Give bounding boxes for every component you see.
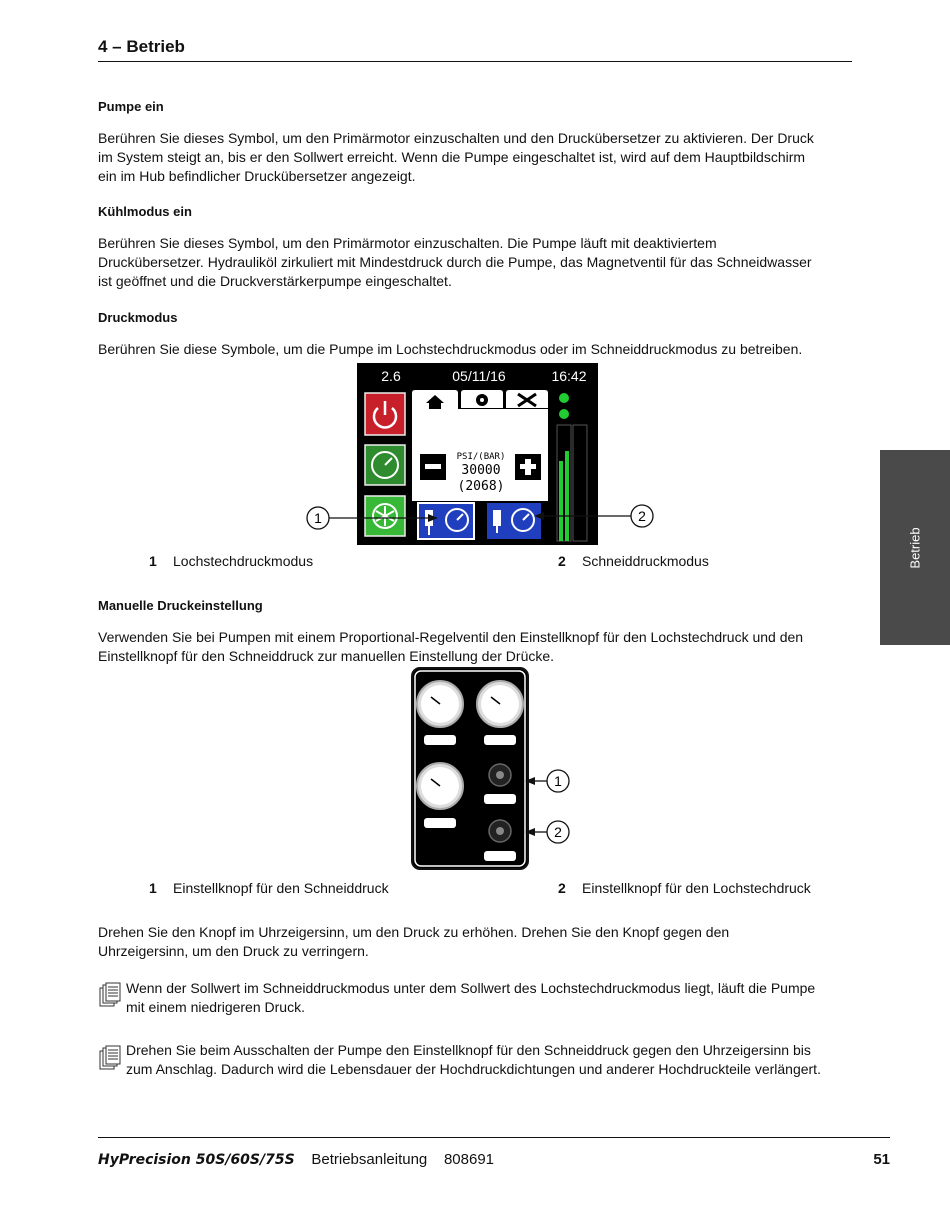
pressure-gauge-1 (417, 681, 463, 727)
paragraph-manuelle (98, 628, 858, 666)
heading-pumpe-ein: Pumpe ein (98, 99, 164, 114)
caption-item (558, 553, 709, 569)
increase-pressure-button[interactable] (515, 454, 541, 480)
paragraph-pumpe-ein (98, 129, 858, 186)
note-1 (126, 979, 861, 1017)
footer-doc-number: 808691 (443, 1151, 495, 1168)
decrease-pressure-button[interactable] (420, 454, 446, 480)
knob-label-plate (484, 794, 516, 804)
text-line: Uhrzeigersinn, um den Druck zu verringern. (98, 943, 369, 959)
caption-text: Lochstechdruckmodus (173, 553, 314, 569)
heading-druckmodus: Druckmodus (98, 310, 178, 325)
heading-kuehlmodus: Kühlmodus ein (98, 204, 192, 219)
side-tab-label: Betrieb (907, 526, 923, 569)
status-date: 05/11/16 (452, 368, 506, 384)
text-line: Berühren Sie dieses Symbol, um den Primärmotor einzuschalten und den Druckübersetzer zu aktivieren. Der Druck (98, 130, 814, 146)
footer-product: HyPrecision 50S/60S/75S (98, 1152, 295, 1168)
note-2 (126, 1041, 861, 1079)
note-icon (99, 1045, 121, 1071)
text-line: mit einem niedrigeren Druck. (126, 999, 305, 1015)
callout-2: 2 (638, 508, 646, 524)
tab-settings[interactable] (461, 390, 503, 408)
caption-text: Schneiddruckmodus (582, 553, 709, 569)
header-divider (98, 61, 852, 62)
panel-callouts (520, 765, 575, 847)
tab-home[interactable] (412, 390, 458, 411)
note-icon (99, 982, 121, 1008)
gauge-label-plate (424, 818, 456, 828)
caption-text: Einstellknopf für den Schneiddruck (173, 880, 389, 896)
paragraph-kuehlmodus (98, 234, 858, 291)
text-line: im System steigt an, bis er den Sollwert erreicht. Wenn die Pumpe eingeschaltet ist, wird auf dem Hauptbildschirm (98, 149, 806, 165)
text-line: zum Anschlag. Dadurch wird die Lebensdauer der Hochdruckdichtungen und anderer Hochdruckteile verlängert. (126, 1061, 821, 1077)
pressure-bar-value: (2068) (457, 479, 505, 494)
paragraph-druckmodus (98, 340, 858, 359)
footer-divider (98, 1137, 890, 1138)
pierce-pressure-adjust-knob[interactable] (489, 820, 511, 842)
text-line: Einstellknopf für den Schneiddruck zur manuellen Einstellung der Drücke. (98, 648, 555, 664)
heading-manuelle-druckeinstellung: Manuelle Druckeinstellung (98, 598, 263, 613)
pressure-gauge-3 (417, 763, 463, 809)
footer-doc-info (98, 1151, 494, 1168)
cut-pressure-adjust-knob[interactable] (489, 764, 511, 786)
panel-callout-2: 2 (554, 824, 562, 840)
status-time: 16:42 (551, 368, 587, 384)
caption-number: 2 (558, 553, 566, 569)
page-number: 51 (873, 1151, 890, 1168)
caption-number: 1 (149, 880, 157, 896)
text-line: ist geöffnet und die Druckverstärkerpumpe eingeschaltet. (98, 273, 452, 289)
screen-callouts (300, 500, 670, 540)
caption-item (149, 880, 389, 896)
text-line: Drehen Sie den Knopf im Uhrzeigersinn, um den Druck zu erhöhen. Drehen Sie den Knopf gegen den (98, 924, 730, 940)
text-line: Wenn der Sollwert im Schneiddruckmodus unter dem Sollwert des Lochstechdruckmodus liegt, läuft die Pumpe (126, 980, 816, 996)
minus-icon (425, 464, 441, 469)
caption-item (558, 880, 811, 896)
pressure-psi-value: 30000 (461, 463, 501, 478)
pump-on-button[interactable] (365, 445, 405, 485)
chapter-side-tab (880, 450, 950, 645)
gauge-panel-svg (411, 667, 529, 870)
panel-callout-1: 1 (554, 773, 562, 789)
paragraph-drehen (98, 923, 858, 961)
caption-number: 1 (149, 553, 157, 569)
status-led-1 (559, 393, 569, 403)
text-line: ein im Hub befindlicher Druckübersetzer angezeigt. (98, 168, 416, 184)
tab-tools[interactable] (506, 390, 548, 408)
text-line: Verwenden Sie bei Pumpen mit einem Proportional-Regelventil den Einstellknopf für den Lochstechdruck und den (98, 629, 804, 645)
status-version: 2.6 (381, 368, 401, 384)
knob-label-plate (484, 851, 516, 861)
chapter-title: 4 – Betrieb (98, 37, 185, 56)
text-line: Berühren Sie diese Symbole, um die Pumpe im Lochstechdruckmodus oder im Schneiddruckmodus zu betreiben. (98, 341, 803, 357)
footer-doc-type: Betriebsanleitung (311, 1151, 428, 1168)
caption-item (149, 553, 313, 569)
pressure-unit-label: PSI/(BAR) (456, 452, 506, 462)
text-line: Drehen Sie beim Ausschalten der Pumpe den Einstellknopf für den Schneiddruck gegen den Uhrzeigersinn bis (126, 1042, 811, 1058)
pressure-gauge-2 (477, 681, 523, 727)
caption-number: 2 (558, 880, 566, 896)
text-line: Druckübersetzer. Hydrauliköl zirkuliert mit Mindestdruck durch die Pumpe, das Magnetventil für das Schneidwasser (98, 254, 812, 270)
callout-1: 1 (314, 510, 322, 526)
gauge-label-plate (424, 735, 456, 745)
power-button[interactable] (365, 393, 405, 435)
gauge-label-plate (484, 735, 516, 745)
gauge-panel-figure (411, 667, 529, 870)
caption-text: Einstellknopf für den Lochstechdruck (582, 880, 811, 896)
status-led-2 (559, 409, 569, 419)
text-line: Berühren Sie dieses Symbol, um den Primärmotor einzuschalten. Die Pumpe läuft mit deaktiviertem (98, 235, 717, 251)
